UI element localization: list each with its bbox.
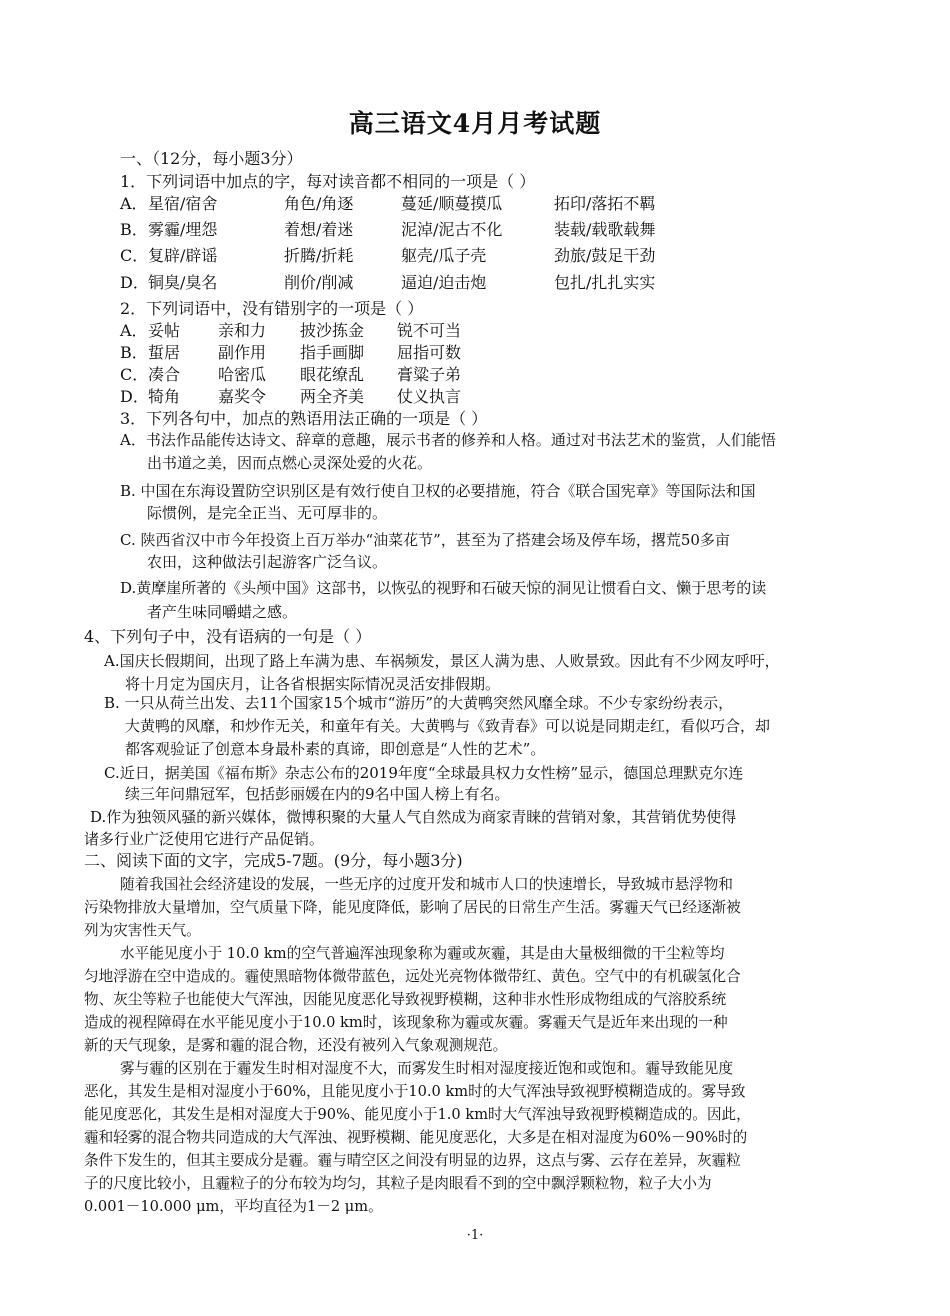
word: 屈指可数 (397, 343, 462, 362)
q2-option-b (120, 343, 461, 363)
q3-option-b-line2: 际惯例，是完全正当、无可厚非的。 (147, 504, 388, 522)
option-letter: D． (120, 273, 149, 292)
q4-option-c-line1: C.近日，据美国《福布斯》杂志公布的2019年度“全球最具权力女性榜”显示，德国总理默克尔连 (104, 764, 744, 782)
q1-option-b (120, 220, 655, 240)
word-pair: 逼迫/迫击炮 (401, 273, 487, 292)
word-pair: 折腾/折耗 (284, 246, 354, 265)
q3-stem: 3．下列各句中，加点的熟语用法正确的一项是（ ） (120, 409, 488, 428)
q4-option-b-line2: 大黄鸭的风靡，和炒作无关，和童年有关。大黄鸭与《致青春》可以说是同期走红，看似巧合，却 (125, 717, 771, 735)
word: 眼花缭乱 (300, 365, 365, 384)
q4-option-a-line2: 将十月定为国庆月，让各省根据实际情况灵活安排假期。 (125, 675, 501, 693)
passage-line: 0.001－10.000 μm，平均直径为1－2 μm。 (84, 1198, 383, 1215)
q4-stem: 4、下列句子中，没有语病的一句是（ ） (84, 627, 372, 646)
word-pair: 角色/角逐 (284, 194, 354, 213)
q4-option-b-line1: B. 一只从荷兰出发、去11个国家15个城市“游历”的大黄鸭突然风靡全球。不少专家纷纷表示， (104, 694, 734, 712)
q3-option-a-line1: A．书法作品能传达诗文、辞章的意趣，展示书者的修养和人格。通过对书法艺术的鉴赏，人们能悟 (120, 431, 776, 449)
word-pair: 削价/削减 (284, 273, 354, 292)
word-pair: 着想/着迷 (284, 220, 354, 239)
passage-line: 水平能见度小于 10.0 km的空气普遍浑浊现象称为霾或灰霾，其是由大量极细微的干尘粒等均 (120, 945, 725, 962)
word-pair: 复辟/辟谣 (148, 246, 218, 265)
option-letter: D． (120, 387, 149, 406)
q2-option-c (120, 365, 461, 385)
q1-option-c (120, 246, 655, 266)
word: 副作用 (218, 343, 267, 362)
option-letter: C． (120, 246, 149, 265)
option-letter: A． (120, 194, 148, 213)
word-pair: 包扎/扎扎实实 (554, 273, 656, 292)
word: 亲和力 (218, 321, 267, 340)
passage-line: 雾与霾的区别在于霾发生时相对湿度不大，而雾发生时相对湿度接近饱和或饱和。霾导致能见度 (120, 1060, 733, 1077)
section1-heading: 一、（12分，每小题3分） (120, 149, 303, 168)
q1-option-a (120, 194, 655, 214)
word: 指手画脚 (300, 343, 365, 362)
passage-line: 列为灾害性天气。 (84, 922, 201, 939)
word: 哈密瓜 (218, 365, 267, 384)
q3-option-c-line1: C. 陕西省汉中市今年投资上百万举办“油菜花节”，甚至为了搭建会场及停车场，撂荒50多亩 (120, 531, 730, 549)
passage-line: 物、灰尘等粒子也能使大气浑浊，因能见度恶化导致视野模糊，这种非水性形成物组成的气溶胶系统 (84, 991, 727, 1008)
q4-option-a-line1: A.国庆长假期间，出现了路上车满为患、车祸频发，景区人满为患、人败景致。因此有不少网友呼吁， (104, 652, 780, 670)
q3-option-b-line1: B. 中国在东海设置防空识别区是有效行使自卫权的必要措施，符合《联合国宪章》等国际法和国 (120, 482, 756, 500)
q2-option-a (120, 321, 461, 341)
q2-option-d (120, 387, 461, 407)
word-pair: 雾霾/埋怨 (148, 220, 218, 239)
word-pair: 铜臭/臭名 (148, 273, 218, 292)
page-title: 高三语文4月月考试题 (348, 109, 602, 138)
passage-line: 条件下发生的，但其主要成分是霾。霾与晴空区之间没有明显的边界，这点与雾、云存在差异，灰霾粒 (84, 1152, 741, 1169)
q3-option-a-line2: 出书道之美，因而点燃心灵深处爱的火花。 (147, 454, 433, 472)
passage-line: 能见度恶化，其发生是相对湿度大于90%、能见度小于1.0 km时大气浑浊导致视野模糊造成的。因此， (84, 1106, 751, 1123)
word: 妥帖 (148, 321, 181, 340)
q1-option-d (120, 273, 655, 293)
passage-line: 子的尺度比较小，且霾粒子的分布较为均匀，其粒子是肉眼看不到的空中飘浮颗粒物，粒子大小为 (84, 1175, 712, 1192)
q3-option-d-line1: D.黄摩崖所著的《头颅中国》这部书，以恢弘的视野和石破天惊的洞见让惯看白文、懒于思考的读 (120, 579, 767, 597)
section2-heading: 二、阅读下面的文字，完成5-7题。(9分，每小题3分) (84, 851, 463, 870)
word: 仗义执言 (397, 387, 462, 406)
word-pair: 躯壳/瓜子壳 (401, 246, 487, 265)
q4-option-c-line2: 续三年问鼎冠军，包括彭丽媛在内的9名中国人榜上有名。 (125, 785, 510, 803)
word: 嘉奖令 (218, 387, 267, 406)
option-letter: C． (120, 365, 149, 384)
word: 披沙拣金 (300, 321, 365, 340)
word: 两全齐美 (300, 387, 365, 406)
word-pair: 拓印/落拓不羁 (554, 194, 656, 213)
word: 锐不可当 (397, 321, 462, 340)
q4-option-d-line2: 诸多行业广泛使用它进行产品促销。 (84, 830, 325, 848)
word-pair: 装载/载歌载舞 (554, 220, 656, 239)
q3-option-d-line2: 者产生味同嚼蜡之感。 (147, 603, 298, 621)
word: 膏粱子弟 (397, 365, 462, 384)
word-pair: 蔓延/顺蔓摸瓜 (401, 194, 503, 213)
q2-stem: 2．下列词语中，没有错别字的一项是（ ） (120, 299, 424, 318)
word-pair: 泥淖/泥古不化 (401, 220, 503, 239)
passage-line: 恶化，其发生是相对湿度小于60%，且能见度小于10.0 km时的大气浑浊导致视野模糊造成的。雾导致 (84, 1083, 746, 1100)
word: 凑合 (148, 365, 181, 384)
page-number: ·1· (466, 1228, 484, 1243)
passage-line: 新的天气现象，是雾和霾的混合物，还没有被列入气象观测规范。 (84, 1037, 508, 1054)
passage-line: 随着我国社会经济建设的发展，一些无序的过度开发和城市人口的快速增长，导致城市悬浮物和 (120, 876, 733, 893)
q4-option-b-line3: 都客观验证了创意本身最朴素的真谛，即创意是“人性的艺术”。 (125, 740, 546, 758)
passage-line: 造成的视程障碍在水平能见度小于10.0 km时，该现象称为霾或灰霾。雾霾天气是近年来出现的一种 (84, 1014, 728, 1031)
passage-line: 匀地浮游在空中造成的。霾使黑暗物体微带蓝色，远处光亮物体微带红、黄色。空气中的有机碳氢化合 (84, 968, 741, 985)
word: 犄角 (148, 387, 181, 406)
word: 蜇居 (148, 343, 181, 362)
passage-line: 污染物排放大量增加，空气质量下降，能见度降低，影响了居民的日常生产生活。雾霾天气已经逐渐被 (84, 899, 741, 916)
option-letter: B． (120, 343, 148, 362)
q3-option-c-line2: 农田，这种做法引起游客广泛刍议。 (147, 553, 388, 571)
q1-stem: 1．下列词语中加点的字，每对读音都不相同的一项是（ ） (120, 172, 536, 191)
option-letter: B． (120, 220, 148, 239)
passage-line: 霾和轻雾的混合物共同造成的大气浑浊、视野模糊、能见度恶化，大多是在相对湿度为60%－90%时的 (84, 1129, 748, 1146)
word-pair: 星宿/宿舍 (148, 194, 218, 213)
option-letter: A． (120, 321, 148, 340)
q4-option-d-line1: D.作为独领风骚的新兴媒体，微博积聚的大量人气自然成为商家青睐的营销对象，其营销优势使得 (90, 808, 737, 826)
word-pair: 劲旅/鼓足干劲 (554, 246, 656, 265)
